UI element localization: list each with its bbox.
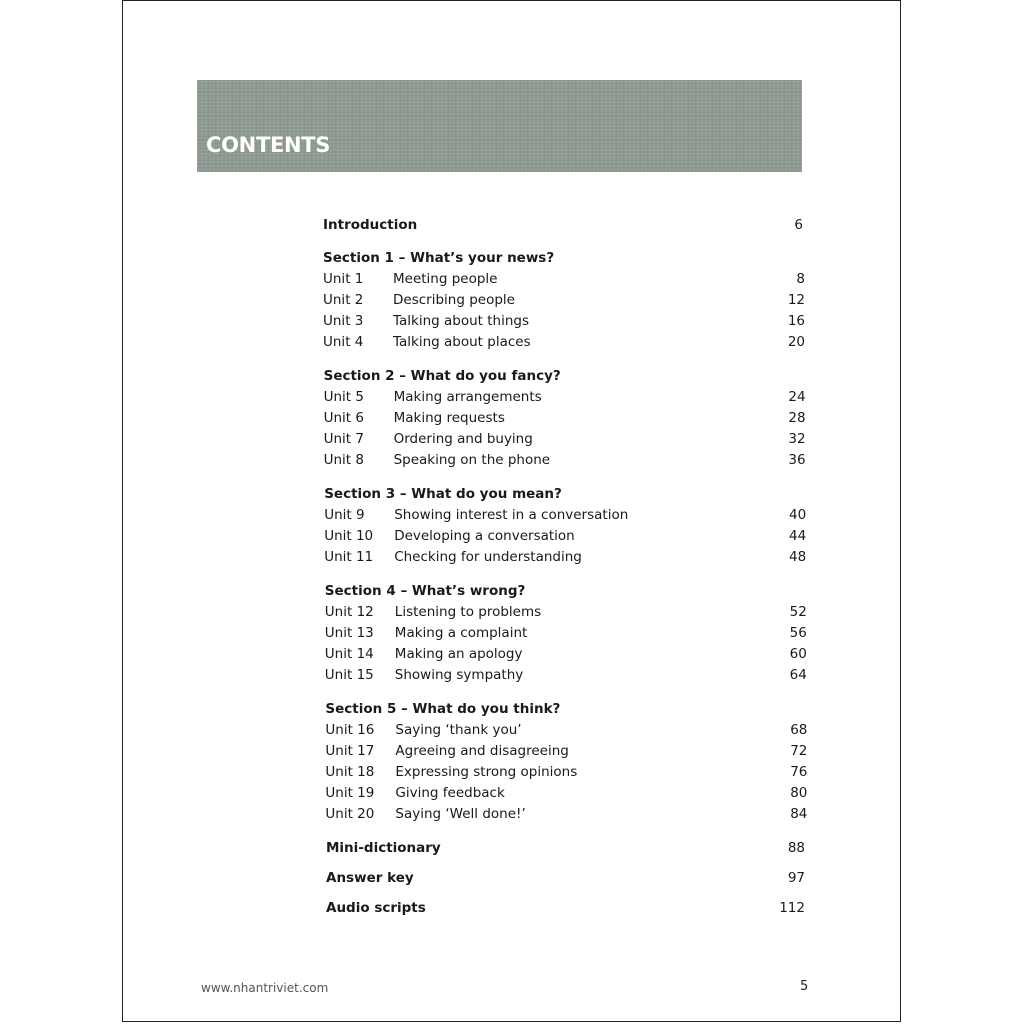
unit-page-number: 76: [790, 764, 808, 780]
table-of-contents: [323, 0, 808, 1024]
back-matter-label: Answer key: [326, 870, 414, 886]
toc-unit-row: [325, 623, 807, 643]
unit-number: Unit 19: [325, 785, 375, 801]
unit-title: Expressing strong opinions: [395, 764, 578, 780]
unit-number: Unit 9: [324, 507, 365, 523]
footer-website: www.nhantriviet.com: [201, 981, 329, 995]
unit-page-number: 24: [788, 389, 806, 405]
toc-section-heading: [325, 581, 807, 601]
unit-title: Making an apology: [394, 646, 523, 662]
back-matter-label: Mini-dictionary: [326, 840, 441, 856]
page-title: CONTENTS: [206, 133, 331, 157]
toc-unit-row: [323, 290, 805, 310]
unit-title: Making arrangements: [393, 389, 542, 405]
toc-unit-row: [325, 602, 807, 622]
unit-title: Meeting people: [393, 271, 498, 287]
unit-page-number: 40: [789, 507, 807, 523]
unit-title: Ordering and buying: [393, 431, 533, 447]
section-heading-text: Section 3 – What do you mean?: [324, 486, 562, 502]
unit-title: Agreeing and disagreeing: [395, 743, 569, 759]
unit-title: Describing people: [393, 292, 515, 308]
toc-section-heading: [325, 699, 807, 719]
toc-unit-row: [323, 311, 805, 331]
unit-number: Unit 1: [323, 271, 364, 287]
toc-unit-row: [325, 783, 807, 803]
unit-number: Unit 17: [325, 743, 375, 759]
unit-title: Showing sympathy: [394, 667, 524, 683]
unit-page-number: 64: [789, 667, 807, 683]
unit-number: Unit 16: [325, 722, 375, 738]
back-matter-label: Audio scripts: [326, 900, 426, 916]
toc-unit-row: [325, 720, 807, 740]
toc-unit-row: [324, 450, 806, 470]
toc-section-heading: [323, 248, 805, 268]
toc-back-matter-row: [326, 868, 805, 888]
unit-page-number: 36: [788, 452, 806, 468]
toc-unit-row: [325, 644, 807, 664]
unit-page-number: 52: [789, 604, 807, 620]
toc-unit-row: [324, 408, 806, 428]
unit-page-number: 60: [789, 646, 807, 662]
unit-number: Unit 4: [323, 334, 364, 350]
unit-title: Talking about things: [393, 313, 530, 329]
toc-section-heading: [324, 366, 806, 386]
unit-number: Unit 8: [323, 452, 364, 468]
toc-back-matter-row: [326, 898, 805, 918]
unit-number: Unit 12: [324, 604, 374, 620]
unit-number: Unit 11: [324, 549, 374, 565]
unit-number: Unit 18: [325, 764, 375, 780]
unit-number: Unit 13: [324, 625, 374, 641]
toc-unit-row: [323, 269, 805, 289]
unit-number: Unit 6: [323, 410, 364, 426]
toc-unit-row: [324, 526, 806, 546]
unit-number: Unit 3: [323, 313, 364, 329]
section-heading-text: Section 1 – What’s your news?: [323, 250, 555, 266]
toc-unit-row: [325, 804, 807, 824]
unit-page-number: 32: [788, 431, 806, 447]
toc-unit-row: [324, 505, 806, 525]
unit-title: Talking about places: [393, 334, 531, 350]
unit-title: Speaking on the phone: [393, 452, 551, 468]
unit-page-number: 80: [790, 785, 808, 801]
back-matter-page: 97: [787, 870, 805, 886]
unit-title: Checking for understanding: [394, 549, 582, 565]
unit-title: Developing a conversation: [394, 528, 575, 544]
unit-number: Unit 15: [324, 667, 374, 683]
section-heading-text: Section 5 – What do you think?: [325, 701, 561, 717]
unit-title: Saying ‘Well done!’: [395, 806, 526, 822]
unit-page-number: 48: [789, 549, 807, 565]
toc-unit-row: [324, 429, 806, 449]
unit-page-number: 56: [789, 625, 807, 641]
unit-number: Unit 5: [323, 389, 364, 405]
toc-unit-row: [324, 387, 806, 407]
unit-title: Making requests: [393, 410, 505, 426]
toc-unit-row: [323, 332, 805, 352]
unit-number: Unit 20: [325, 806, 375, 822]
unit-title: Saying ‘thank you’: [395, 722, 522, 738]
unit-page-number: 28: [788, 410, 806, 426]
unit-title: Giving feedback: [395, 785, 505, 801]
toc-introduction-label: Introduction: [323, 217, 418, 233]
unit-number: Unit 7: [323, 431, 364, 447]
toc-introduction-page: 6: [794, 217, 803, 233]
unit-number: Unit 10: [324, 528, 374, 544]
toc-back-matter-row: [326, 838, 805, 858]
unit-page-number: 68: [790, 722, 808, 738]
toc-section-heading: [324, 484, 806, 504]
toc-unit-row: [325, 762, 807, 782]
toc-unit-row: [324, 547, 806, 567]
footer-page-number: 5: [800, 979, 809, 994]
unit-page-number: 84: [790, 806, 808, 822]
unit-number: Unit 14: [324, 646, 374, 662]
section-heading-text: Section 4 – What’s wrong?: [324, 583, 526, 599]
unit-number: Unit 2: [323, 292, 364, 308]
unit-title: Making a complaint: [394, 625, 528, 641]
unit-page-number: 44: [789, 528, 807, 544]
unit-title: Listening to problems: [394, 604, 542, 620]
unit-title: Showing interest in a conversation: [394, 507, 629, 523]
unit-page-number: 8: [796, 271, 805, 287]
back-matter-page: 88: [787, 840, 805, 856]
unit-page-number: 20: [787, 334, 805, 350]
unit-page-number: 72: [790, 743, 808, 759]
unit-page-number: 12: [787, 292, 805, 308]
toc-unit-row: [325, 741, 807, 761]
section-heading-text: Section 2 – What do you fancy?: [323, 368, 561, 384]
back-matter-page: 112: [779, 900, 805, 916]
unit-page-number: 16: [787, 313, 805, 329]
toc-unit-row: [325, 665, 807, 685]
toc-introduction: [323, 215, 805, 235]
